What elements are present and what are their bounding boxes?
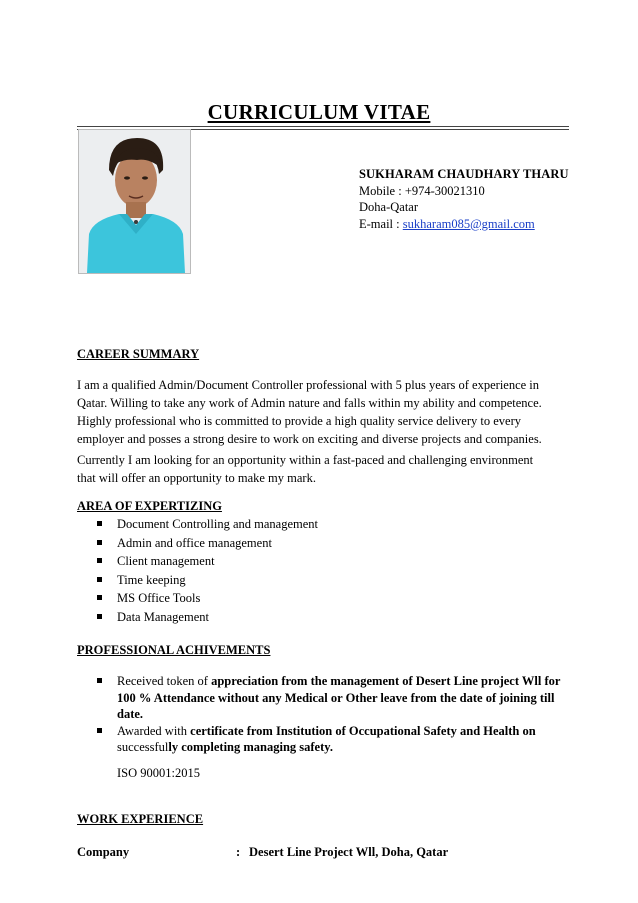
bullet-square-icon — [97, 540, 102, 545]
summary-line: Qatar. Willing to take any work of Admin nature and falls within my ability and competence. — [77, 396, 542, 410]
achievement-item — [97, 723, 569, 756]
location: Doha-Qatar — [359, 200, 418, 214]
list-item-label: Time keeping — [117, 572, 186, 587]
company-label: Company — [77, 845, 130, 859]
list-item-label: Client management — [117, 554, 215, 568]
expertise-list — [97, 515, 318, 626]
achievement-text: Received token of — [117, 674, 212, 688]
summary-line: that will offer an opportunity to make my mark. — [77, 471, 316, 485]
title-rule-top — [77, 126, 569, 127]
list-item — [97, 534, 318, 553]
company-value: Desert Line Project Wll, Doha, Qatar — [249, 845, 449, 859]
achievement-text: successful — [117, 740, 169, 754]
email-line — [359, 216, 569, 233]
contact-block — [359, 166, 569, 232]
mobile-number: Mobile : +974-30021310 — [359, 183, 485, 198]
email-label: E-mail : — [359, 216, 403, 231]
achievements-list — [97, 673, 569, 756]
email-link[interactable]: sukharam085@gmail.com — [402, 216, 535, 231]
document-title: CURRICULUM VITAE — [207, 100, 431, 124]
list-item — [97, 589, 318, 608]
achievement-text-bold: certificate from Institution of Occupational Safety and Health on — [190, 723, 536, 738]
bullet-square-icon — [97, 521, 102, 526]
bullet-square-icon — [97, 558, 102, 563]
list-item — [97, 552, 318, 571]
career-summary-heading: CAREER SUMMARY — [77, 347, 200, 361]
list-item-label: MS Office Tools — [117, 591, 201, 605]
bullet-square-icon — [97, 614, 102, 619]
work-experience-heading: WORK EXPERIENCE — [77, 812, 204, 826]
list-item-label: Admin and office management — [117, 535, 272, 550]
bullet-square-icon — [97, 678, 102, 683]
achievements-heading: PROFESSIONAL ACHIVEMENTS — [77, 643, 271, 657]
summary-line: employer and posses a strong desire to work on exciting and diverse projects and companies. — [77, 432, 542, 446]
list-item — [97, 515, 318, 534]
career-summary-paragraph-2 — [77, 451, 567, 487]
expertise-heading: AREA OF EXPERTIZING — [77, 499, 222, 513]
bullet-square-icon — [97, 595, 102, 600]
iso-standard: ISO 90001:2015 — [117, 766, 200, 780]
summary-line: Currently I am looking for an opportunity within a fast-paced and challenging environment — [77, 453, 534, 467]
list-item-label: Document Controlling and management — [117, 517, 318, 531]
achievement-text: Awarded with — [117, 723, 191, 738]
list-item — [97, 571, 318, 590]
list-item — [97, 608, 318, 627]
bullet-square-icon — [97, 728, 102, 733]
bullet-square-icon — [97, 577, 102, 582]
achievement-item — [97, 673, 569, 723]
summary-line: Highly professional who is committed to provide a high quality service delivery to every — [77, 414, 521, 428]
profile-photo — [78, 129, 191, 274]
career-summary-paragraph-1 — [77, 376, 567, 448]
company-separator: : — [236, 845, 241, 859]
candidate-name: SUKHARAM CHAUDHARY THARU — [359, 167, 569, 181]
profile-photo-image — [79, 130, 190, 273]
achievement-text-bold: appreciation from the management of Desert Line project Wll for 100 % Attendance without any Medical or Other leave from the date of joining till date. — [117, 674, 561, 721]
achievement-text-bold: ly completing managing safety. — [168, 740, 333, 754]
list-item-label: Data Management — [117, 609, 209, 624]
summary-line: I am a qualified Admin/Document Controller professional with 5 plus years of experience in — [77, 378, 540, 392]
